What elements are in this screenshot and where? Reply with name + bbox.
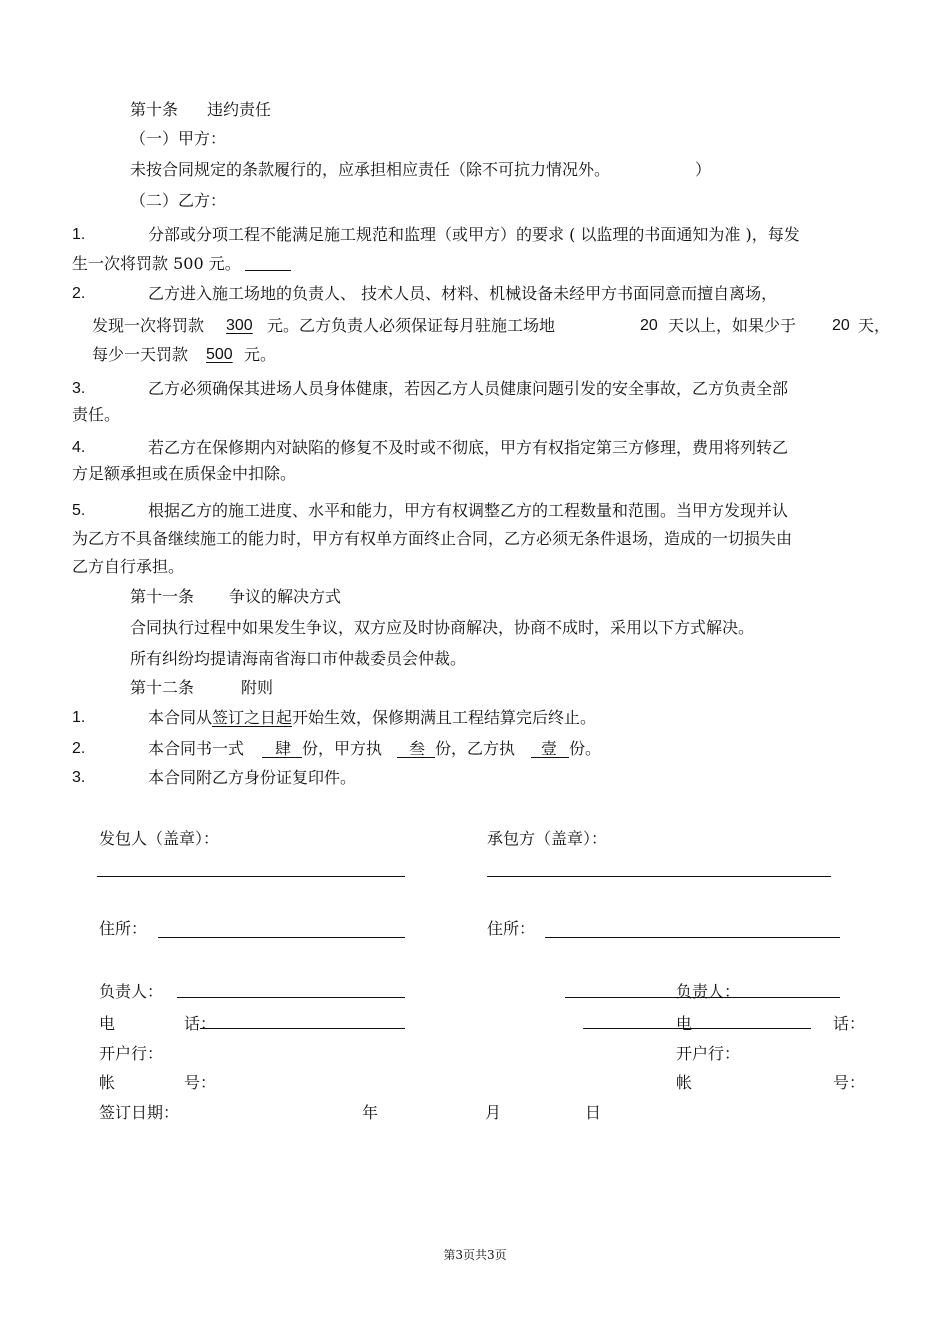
client-phone-label-a: 电 bbox=[99, 1014, 116, 1033]
contractor-address-line[interactable] bbox=[545, 937, 840, 938]
party-a-label: （一）甲方： bbox=[130, 129, 227, 148]
contractor-phone-label-a: 电 bbox=[676, 1014, 693, 1033]
article12-item1-a: 本合同从 bbox=[148, 708, 213, 727]
item-number: 2. bbox=[72, 285, 86, 302]
article11-text1: 合同执行过程中如果发生争议，双方应及时协商解决，协商不成时，采用以下方式解决。 bbox=[130, 618, 755, 637]
fine-value: 500 bbox=[206, 346, 233, 363]
article10-heading: 第十条 bbox=[130, 100, 179, 119]
item5-line1: 根据乙方的施工进度、水平和能力，甲方有权调整乙方的工程数量和范围。当甲方发现并认 bbox=[148, 501, 789, 520]
article12-title: 附则 bbox=[241, 678, 274, 697]
client-account-label-a: 帐 bbox=[99, 1073, 116, 1092]
party-a-close: ） bbox=[695, 160, 712, 179]
article12-item3: 本合同附乙方身份证复印件。 bbox=[148, 768, 357, 787]
contractor-seal-line[interactable] bbox=[487, 876, 831, 877]
item-number: 4. bbox=[72, 439, 86, 456]
page-number: 第3页共3页 bbox=[443, 1248, 507, 1262]
client-account-label-b: 号： bbox=[184, 1073, 217, 1092]
item2-line2-c: 天以上，如果少于 bbox=[668, 316, 797, 335]
item2-line3-b: 元。 bbox=[244, 345, 277, 364]
item2-line3-a: 每少一天罚款 bbox=[92, 345, 189, 364]
party-b-label: （二）乙方： bbox=[130, 191, 227, 210]
item4-line2: 方足额承担或在质保金中扣除。 bbox=[72, 464, 297, 483]
contractor-account-label-b: 号： bbox=[833, 1073, 866, 1092]
item2-line2-b: 元。乙方负责人必须保证每月驻施工场地 bbox=[267, 316, 556, 335]
fill-line bbox=[397, 757, 435, 758]
fill-line bbox=[245, 270, 291, 271]
fine-value: 300 bbox=[226, 317, 253, 334]
article12-item2-a: 本合同书一式 bbox=[148, 739, 245, 758]
item5-line3: 乙方自行承担。 bbox=[72, 557, 185, 576]
article12-item2-d: 份。 bbox=[569, 739, 602, 758]
client-bank-label: 开户行： bbox=[99, 1044, 164, 1063]
item-number: 1. bbox=[72, 226, 86, 243]
item4-line1: 若乙方在保修期内对缺陷的修复不及时或不彻底，甲方有权指定第三方修理，费用将列转乙 bbox=[148, 438, 789, 457]
item-number: 3. bbox=[72, 769, 86, 786]
article11-text2: 所有纠纷均提请海南省海口市仲裁委员会仲裁。 bbox=[130, 649, 467, 668]
contractor-seal-label: 承包方（盖章）： bbox=[487, 829, 608, 848]
item5-line2: 为乙方不具备继续施工的能力时，甲方有权单方面终止合同，乙方必须无条件退场，造成的一切损失由 bbox=[72, 529, 793, 548]
sign-date-month: 月 bbox=[485, 1103, 502, 1122]
days-value: 20 bbox=[640, 317, 658, 334]
item1-line1: 分部或分项工程不能满足施工规范和监理（或甲方）的要求 ( 以监理的书面通知为准 )，每发 bbox=[148, 225, 800, 244]
sign-date-year: 年 bbox=[362, 1103, 379, 1122]
article12-item1-underlined: 签订之日起 bbox=[212, 708, 293, 727]
item-number: 3. bbox=[72, 380, 86, 397]
client-phone-line[interactable] bbox=[200, 1028, 405, 1029]
item1-line2: 生一次将罚款 500 元。 bbox=[72, 254, 241, 273]
contractor-account-label-a: 帐 bbox=[676, 1073, 693, 1092]
item3-line1: 乙方必须确保其进场人员身体健康，若因乙方人员健康问题引发的安全事故，乙方负责全部 bbox=[148, 379, 789, 398]
client-address-label: 住所： bbox=[99, 919, 148, 938]
article10-title: 违约责任 bbox=[207, 100, 272, 119]
fill-line bbox=[262, 757, 302, 758]
item2-line1: 乙方进入施工场地的负责人、 技术人员、材料、机械设备未经甲方书面同意而擅自离场， bbox=[148, 284, 778, 303]
client-address-line[interactable] bbox=[158, 937, 405, 938]
article12-item1-b: 开始生效，保修期满且工程结算完后终止。 bbox=[292, 708, 597, 727]
days-value: 20 bbox=[832, 317, 850, 334]
copies-party-a: 叁 bbox=[409, 739, 426, 758]
item2-line2-d: 天， bbox=[858, 316, 891, 335]
party-a-text: 未按合同规定的条款履行的，应承担相应责任（除不可抗力情况外。 bbox=[130, 160, 611, 179]
sign-date-day: 日 bbox=[585, 1103, 602, 1122]
contractor-principal-label: 负责人： bbox=[676, 982, 741, 1001]
item-number: 1. bbox=[72, 709, 86, 726]
client-seal-label: 发包人（盖章）： bbox=[99, 829, 220, 848]
client-principal-line[interactable] bbox=[177, 997, 405, 998]
article12-item2-c: 份，乙方执 bbox=[435, 739, 516, 758]
client-principal-label: 负责人： bbox=[99, 982, 164, 1001]
copies-party-b: 壹 bbox=[541, 739, 558, 758]
client-phone-label-b: 话： bbox=[184, 1014, 217, 1033]
contractor-address-label: 住所： bbox=[487, 919, 536, 938]
contractor-bank-label: 开户行： bbox=[676, 1044, 741, 1063]
item2-line2-a: 发现一次将罚款 bbox=[92, 316, 205, 335]
article12-item2-b: 份，甲方执 bbox=[302, 739, 383, 758]
article11-heading: 第十一条 bbox=[130, 587, 195, 606]
item-number: 5. bbox=[72, 502, 86, 519]
contractor-phone-label-b: 话： bbox=[833, 1014, 866, 1033]
contractor-phone-line[interactable] bbox=[583, 1028, 811, 1029]
article11-title: 争议的解决方式 bbox=[229, 587, 342, 606]
client-seal-line[interactable] bbox=[97, 876, 405, 877]
sign-date-label: 签订日期： bbox=[99, 1103, 180, 1122]
item-number: 2. bbox=[72, 740, 86, 757]
copies-total: 肆 bbox=[275, 739, 292, 758]
fill-line bbox=[531, 757, 569, 758]
article12-heading: 第十二条 bbox=[130, 678, 195, 697]
item3-line2: 责任。 bbox=[72, 405, 121, 424]
